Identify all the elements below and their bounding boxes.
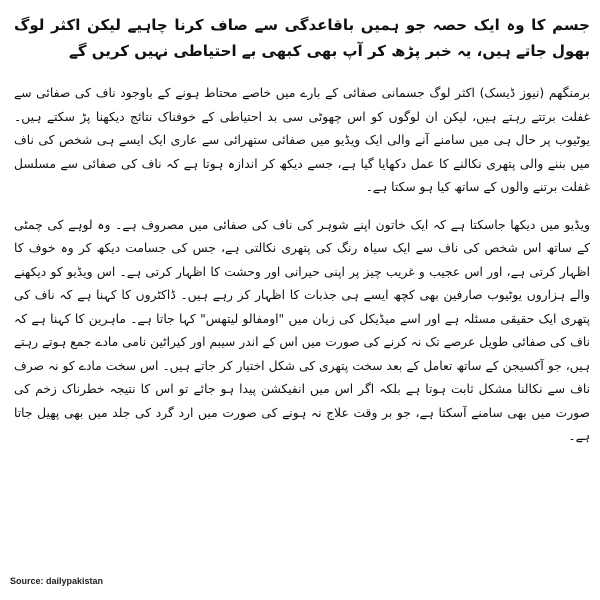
article-paragraph-1: برمنگھم (نیوز ڈیسک) اکثر لوگ جسمانی صفائی کے بارے میں خاصے محتاط ہونے کے باوجود ناف کی صفائی سے غفلت برتتے رہتے ہیں، لیکن ان لوگوں کو اس چھوٹی سی بد احتیاطی کے خوفناک نتائج دیکھنا پڑ سکتے ہیں۔ یوٹیوب پر حال ہی میں سامنے آنے والی ایک ویڈیو میں صفائی ستھرائی سے عاری ایک ایسے ہی شخص کی ناف میں بننے والی پتھری نکالنے کا عمل دکھایا گیا ہے، جسے دیکھ کر اندازہ ہوتا ہے کہ ناف کی صفائی سے مسلسل غفلت برتنے والوں کے ساتھ کیا ہو سکتا ہے۔ <box>14 86 590 194</box>
article-paragraph-2: ویڈیو میں دیکھا جاسکتا ہے کہ ایک خاتون اپنے شوہر کی ناف کی صفائی میں مصروف ہے۔ وہ لوہے کی چمٹی کے ساتھ اس شخص کی ناف سے ایک سیاہ رنگ کی پتھری نکالتی ہے، جس کی جسامت دیکھ کر وہ خوف کا اظہار کرتی ہے، اور اس عجیب و غریب چیز پر اپنی حیرانی اور وحشت کا اظہار کرتی ہے۔ اس ویڈیو کو دیکھنے والے ہزاروں یوٹیوب صارفین بھی کچھ ایسے ہی جذبات کا اظہار کر رہے ہیں۔ ڈاکٹروں کا کہنا ہے کہ ناف کی پتھری ایک حقیقی مسئلہ ہے اور اسے میڈیکل کی زبان میں "اومفالو لیتھس" کہا جاتا ہے۔ ماہرین کا کہنا ہے کہ ناف کی صفائی طویل عرصے تک نہ کرنے کی صورت میں اس کے اندر سیبم اور کیراٹین نامی مادے جمع ہوتے رہتے ہیں، جو آکسیجن کے ساتھ تعامل کے بعد سخت پتھری کی شکل اختیار کر جاتے ہیں۔ اس سخت مادے کو نہ صرف ناف سے نکالنا مشکل ثابت ہوتا ہے بلکہ اگر اس میں انفیکشن پیدا ہو جائے تو اس کا نتیجہ خطرناک زخم کی صورت میں بھی سامنے آسکتا ہے، جو بر وقت علاج نہ ہونے کی صورت میں ارد گرد کی جلد میں بھی پھیل جاتا ہے۔ <box>14 217 590 443</box>
article-headline: جسم کا وہ ایک حصہ جو ہمیں باقاعدگی سے صاف کرنا چاہیے لیکن اکثر لوگ بھول جاتے ہیں، یہ خبر پڑھ کر آپ بھی کبھی بے احتیاطی نہیں کریں گے <box>14 16 590 60</box>
source-credit: Source: dailypakistan <box>10 576 104 586</box>
